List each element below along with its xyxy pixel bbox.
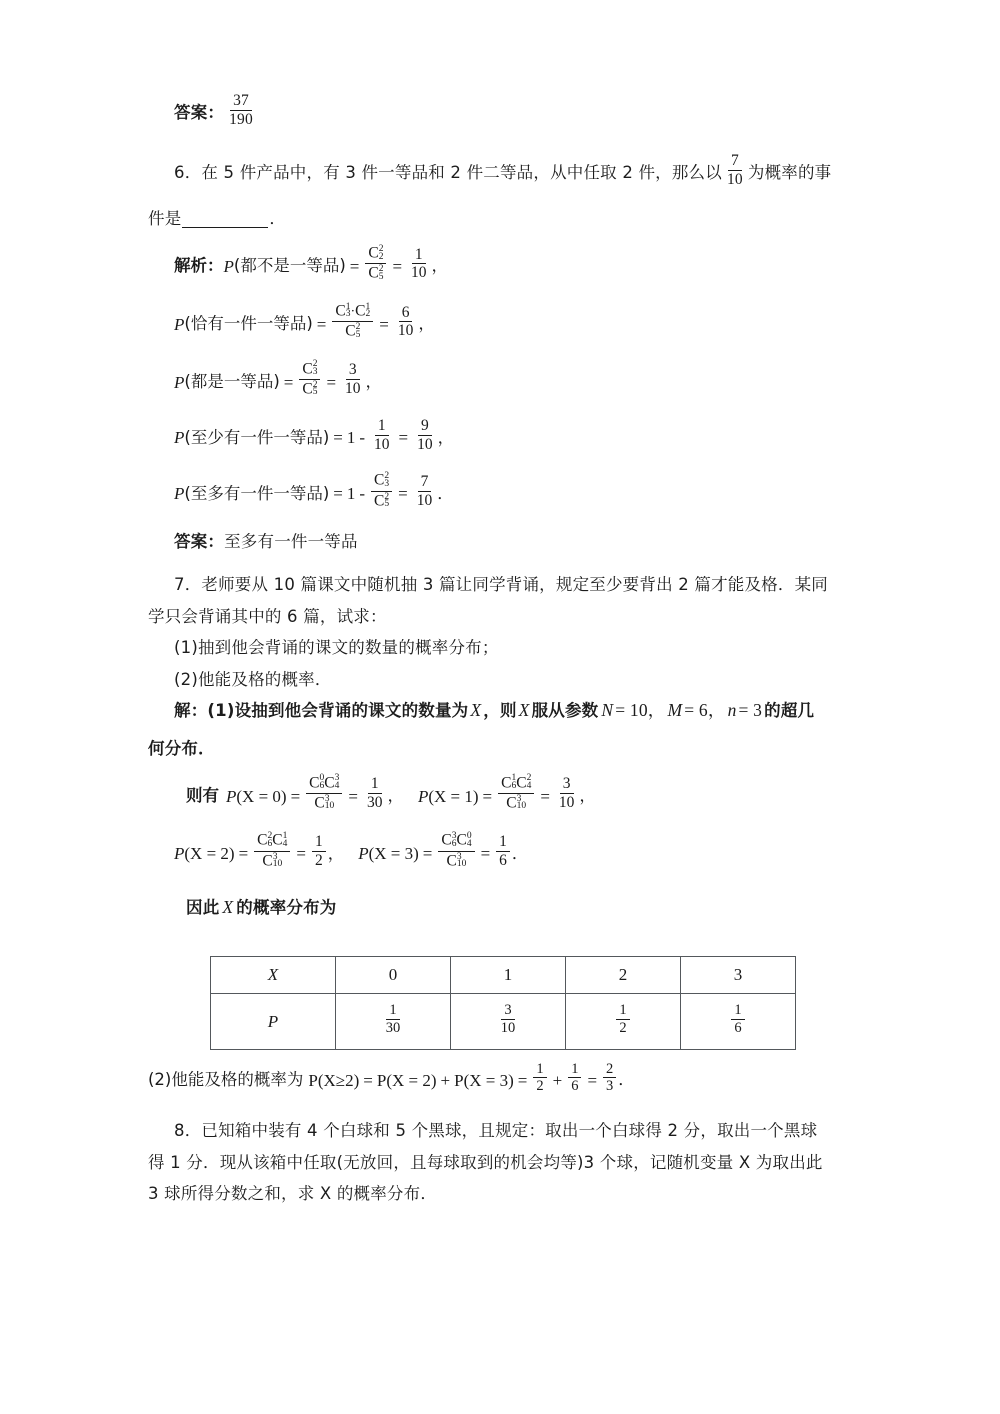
combination-symbol: C 2 5: [302, 379, 318, 398]
problem-8-number: 8．: [174, 1121, 202, 1141]
problem-7-sub2-solution: [148, 1060, 860, 1096]
fraction-denominator: 10: [397, 322, 414, 340]
step-3-result-fraction: [342, 362, 364, 396]
answer-blank-field[interactable]: [182, 210, 268, 228]
cell-value: 1: [503, 965, 513, 985]
fraction-numerator: [365, 245, 386, 264]
combination-symbol: C 2 5: [368, 264, 384, 282]
problem-7-solution-line1: [148, 702, 860, 720]
problem-6-probability-fraction: [724, 153, 746, 187]
problem-6-solution-step-5: P (至多有一件一等品) = 1 - C 2 3 C 2 5 = $\frac{7}{10}$ ．: [174, 471, 454, 510]
step-5-result-fraction: [414, 474, 436, 508]
probability-fraction: [383, 1003, 404, 1035]
step-4-var: P: [174, 428, 185, 448]
table-cell-x-2: [566, 957, 681, 994]
table-cell-p-2: [566, 994, 681, 1050]
table-cell-p-1: [451, 994, 566, 1050]
step-4-result-fraction: [414, 418, 436, 452]
step-5-event: (至多有一件一等品): [184, 483, 330, 503]
fraction-denominator: [503, 794, 529, 812]
then-label: 则有: [186, 785, 219, 805]
fraction-numerator: 1: [496, 834, 510, 852]
fraction-numerator: 1: [616, 1003, 629, 1020]
cell-value: 3: [733, 965, 743, 985]
sub2-expr-1: P(X≥2): [308, 1070, 360, 1090]
formula-3-result: [312, 834, 326, 868]
table-cell-p-0: [336, 994, 451, 1050]
step-3-event: (都是一等品): [184, 371, 280, 391]
fraction-numerator: 9: [418, 418, 432, 436]
cell-value: 2: [618, 965, 628, 985]
fraction-denominator: 30: [385, 1019, 401, 1036]
step-3-var: P: [174, 372, 185, 392]
probability-fraction: [731, 1003, 744, 1035]
problem-8-statement-line2: [148, 1154, 860, 1172]
table-row: [211, 994, 796, 1050]
formula-1-var: P: [226, 786, 237, 806]
formula-1-result: [364, 776, 386, 810]
combination-symbol: C 3 10: [314, 793, 335, 812]
fraction-denominator: 3: [606, 1078, 614, 1095]
fraction-denominator: [371, 492, 392, 510]
table-cell-p-3: [681, 994, 796, 1050]
fraction-denominator: 6: [734, 1019, 742, 1036]
problem-6-solution-step-4: P (至少有一件一等品) = 1 - $\frac{1}{10}$ = $\frac{9}{10}$ ，: [174, 417, 455, 453]
row-header-label: P: [267, 1011, 279, 1031]
problem-7-distribution-row-2: P (X = 2) = C 2 6 C 1 4 C 3 10 = $\frac{1}{2}$ ， P (X = 3) = C 3 6 C 0 4 C 3 10 = $\frac{1}{6}$ ．: [174, 831, 529, 870]
step-4-subtrahend-fraction: [371, 418, 393, 452]
table-intro-variable: X: [222, 896, 234, 917]
answer-block-5: [148, 92, 860, 130]
fraction-numerator: [306, 775, 342, 794]
fraction-numerator: 3: [346, 362, 360, 380]
combination-symbol: C 3 6: [441, 831, 457, 849]
step-2-trailing: ，: [418, 314, 435, 333]
sub2-fraction-1: [533, 1062, 546, 1094]
combination-symbol: C 3 10: [506, 793, 527, 812]
answer-fraction-5: [226, 93, 256, 127]
step-2-result-fraction: [395, 305, 417, 339]
problem-6-solution-step-3: P (都是一等品) = C 2 3 C 2 5 = $\frac{3}{10}$ ，: [174, 359, 383, 398]
fraction-denominator: 10: [411, 264, 427, 282]
fraction-numerator: 3: [501, 1003, 514, 1020]
formula-4-trailing: ．: [511, 843, 529, 863]
problem-6-statement-line1: [148, 152, 860, 190]
fraction-denominator: [365, 264, 386, 282]
formula-2-arg: (X = 1): [428, 786, 479, 806]
fraction-denominator: [311, 794, 337, 812]
solution-line1c: 服从参数: [531, 701, 599, 721]
formula-4-comb-fraction: [438, 832, 474, 870]
fraction-numerator: 1: [412, 247, 426, 265]
step-3-trailing: ，: [365, 371, 383, 391]
fraction-denominator: 10: [558, 793, 575, 811]
answer-value-6: 至多有一件一等品: [224, 531, 358, 551]
sub2-trailing: ．: [618, 1069, 635, 1089]
step-5-minuend: 1: [346, 484, 356, 504]
step-4-trailing: ，: [437, 427, 455, 447]
fraction-numerator: 2: [603, 1062, 616, 1079]
problem-6-number: 6．: [174, 162, 202, 182]
formula-3-arg: (X = 2): [184, 844, 235, 864]
fraction-denominator: [259, 852, 285, 870]
problem-7-sub2-text: (2)他能及格的概率．: [174, 669, 332, 689]
fraction-numerator: 1: [375, 418, 389, 436]
solution-line1-text: (1)设抽到他会背诵的课文的数量为: [207, 701, 469, 721]
sub2-plus: +: [440, 1070, 451, 1090]
formula-4-var: P: [358, 844, 369, 864]
problem-7-sub-question-2: [148, 671, 860, 689]
step-1-trailing: ，: [431, 256, 449, 276]
param-n-name: n: [727, 700, 737, 721]
combination-symbol: C 2 3: [374, 471, 390, 489]
fraction-numerator: 1: [312, 834, 326, 852]
step-1-var: P: [223, 257, 234, 276]
fraction-numerator: [371, 472, 392, 491]
table-header-p: [211, 994, 336, 1050]
sub2-expr-2: P(X = 2): [376, 1070, 437, 1090]
problem-7-table-intro: [148, 896, 860, 917]
problem-7-statement-line1: [148, 576, 860, 594]
formula-1-arg: (X = 0): [236, 786, 287, 806]
solution-label-7: 解：: [174, 701, 208, 721]
step-2-event: (恰有一件一等品): [184, 314, 313, 333]
problem-6-answer: [148, 533, 860, 551]
sub2-eq-2: =: [517, 1070, 528, 1090]
step-4-minuend: 1: [346, 428, 356, 448]
fraction-denominator: 30: [366, 793, 383, 811]
sub2-eq-1: =: [363, 1070, 373, 1090]
sub2-fraction-2: [568, 1062, 581, 1094]
step-1-result-fraction: [408, 247, 430, 281]
problem-7-distribution-row-1: 则有 P (X = 0) = C 0 6 C 3 4 C 3 10 = $\frac{1}{30}$ ， P (X = 1) = C 1 6 C 2 4 C 3 10 = $\frac{3}{10}$ ，: [186, 773, 596, 812]
problem-8-line3: 3 球所得分数之和，求 X 的概率分布．: [148, 1184, 438, 1204]
fraction-denominator: 10: [500, 1019, 516, 1036]
problem-6-statement-line2: [148, 210, 860, 228]
probability-distribution-table: [210, 956, 796, 1050]
sub2-fraction-3: [603, 1062, 616, 1094]
formula-4-result: [496, 834, 510, 868]
combination-symbol: C 2 4: [516, 773, 532, 792]
combination-symbol: C 2 2: [368, 243, 384, 262]
combination-symbol: C 1 3: [335, 301, 351, 320]
fraction-denominator: [444, 852, 470, 870]
fraction-denominator: [299, 380, 320, 398]
fraction-numerator: [438, 832, 474, 851]
fraction-numerator: [254, 832, 290, 851]
solution-label: 解析：: [174, 256, 224, 276]
fraction-denominator: 6: [499, 851, 507, 869]
problem-8-statement-line1: [148, 1122, 860, 1140]
problem-8-line1: 已知箱中装有 4 个白球和 5 个黑球，且规定：取出一个白球得 2 分，取出一个黑球: [201, 1121, 818, 1141]
step-4-event: (至少有一件一等品): [184, 427, 330, 447]
fraction-denominator: 6: [571, 1078, 579, 1095]
formula-2-comb-fraction: [498, 775, 534, 813]
distribution-table-wrapper: [148, 956, 860, 1050]
fraction-numerator: [332, 303, 373, 322]
fraction-numerator: 1: [368, 776, 382, 794]
combination-symbol: C 3 10: [446, 851, 467, 870]
fraction-numerator: 37: [230, 93, 252, 111]
fraction-numerator: 7: [418, 474, 432, 492]
problem-8-statement-line3: [148, 1185, 860, 1203]
step-5-var: P: [174, 484, 185, 504]
param-N-name: N: [601, 700, 614, 721]
fraction-denominator: 2: [314, 851, 323, 869]
problem-7-solution-line2: [148, 740, 860, 758]
table-cell-x-1: [451, 957, 566, 994]
param-M-value: = 6，: [684, 700, 726, 721]
step-5-comb-fraction: [371, 472, 392, 510]
step-5-trailing: ．: [437, 483, 454, 503]
fraction-denominator: 2: [619, 1019, 627, 1036]
formula-2-var: P: [417, 786, 429, 806]
param-M-name: M: [667, 700, 683, 721]
step-5-operator: -: [359, 484, 366, 504]
problem-8-line2: 得 1 分．现从该箱中任取(无放回，且每球取到的机会均等)3 个球，记随机变量 X 为取出此: [148, 1152, 823, 1172]
param-n-value: = 3: [738, 700, 763, 721]
step-2-var: P: [174, 314, 185, 334]
combination-symbol: C 2 5: [345, 322, 361, 340]
formula-2-trailing: ，: [579, 785, 596, 805]
fraction-numerator: 3: [560, 776, 574, 794]
solution-variable-x2: X: [518, 700, 530, 721]
problem-7-line1: 老师要从 10 篇课文中随机抽 3 篇让同学背诵，规定至少要背出 2 篇才能及格．某同: [201, 575, 828, 595]
problem-6-solution-step-1: 解析： P (都不是一等品) = C 2 2 C 2 5 = $\frac{1}{10}$ ，: [174, 243, 449, 282]
step-1-event: (都不是一等品): [233, 256, 346, 276]
problem-7-number: 7．: [174, 575, 202, 595]
fraction-numerator: 1: [568, 1062, 581, 1079]
problem-6-text-part2: 为概率的事: [747, 162, 832, 182]
fraction-denominator: [342, 322, 363, 340]
table-header-x: [211, 957, 336, 994]
fraction-numerator: 1: [731, 1003, 744, 1020]
combination-symbol: C 1 4: [272, 831, 288, 849]
sub2-solution-prefix: (2)他能及格的概率为: [148, 1069, 304, 1089]
fraction-numerator: 1: [533, 1062, 546, 1079]
combination-symbol: C 2 3: [302, 359, 318, 378]
problem-7-statement-line2: [148, 608, 860, 626]
probability-fraction: [616, 1003, 629, 1035]
problem-6-line2-suffix: ．: [269, 209, 287, 229]
row-header-label: X: [267, 965, 279, 985]
solution-line1b: ，则: [483, 701, 517, 721]
formula-3-var: P: [174, 844, 185, 864]
answer-label-5: 答案：: [174, 102, 225, 122]
answer-label-6: 答案：: [174, 531, 225, 551]
sub2-operator: +: [552, 1070, 563, 1090]
solution-variable-x1: X: [470, 700, 482, 721]
problem-6-line2-prefix: 件是: [148, 209, 182, 229]
step-4-operator: -: [359, 428, 366, 448]
fraction-numerator: 7: [728, 153, 742, 171]
formula-1-trailing: ，: [387, 785, 404, 805]
combination-symbol: C 0 6: [309, 773, 325, 792]
cell-value: 0: [388, 965, 398, 985]
fraction-denominator: 10: [726, 170, 743, 188]
problem-6-text-part1: 在 5 件产品中，有 3 件一等品和 2 件二等品，从中任取 2 件，那么以: [201, 162, 722, 182]
formula-3-comb-fraction: [254, 832, 290, 870]
param-N-value: = 10，: [615, 700, 666, 721]
table-row: [211, 957, 796, 994]
problem-7-sub1-text: (1)抽到他会背诵的课文的数量的概率分布；: [174, 638, 499, 658]
fraction-numerator: 1: [386, 1003, 399, 1020]
fraction-numerator: [498, 775, 534, 794]
combination-symbol: C 1 6: [501, 773, 517, 792]
step-3-comb-fraction: [299, 361, 320, 399]
fraction-denominator: 10: [416, 491, 433, 509]
formula-3-trailing: ，: [327, 843, 345, 863]
sub2-eq-3: =: [587, 1070, 598, 1090]
combination-symbol: C 3 10: [262, 851, 283, 870]
fraction-denominator: 10: [345, 379, 361, 397]
table-intro-prefix: 因此: [186, 897, 220, 917]
fraction-numerator: 6: [399, 305, 413, 323]
step-1-comb-fraction: [365, 245, 386, 283]
combination-symbol: C 1 2: [355, 301, 371, 320]
fraction-denominator: 10: [417, 435, 433, 453]
problem-7-sub-question-1: [148, 639, 860, 657]
problem-7-line2: 学只会背诵其中的 6 篇，试求：: [148, 606, 387, 626]
sub2-expr-3: P(X = 3): [454, 1070, 514, 1090]
solution-line2-text: 何分布．: [148, 738, 215, 758]
table-intro-suffix: 的概率分布为: [236, 897, 337, 917]
combination-symbol: C 2 6: [257, 831, 273, 849]
table-cell-x-0: [336, 957, 451, 994]
probability-fraction: [498, 1003, 519, 1035]
formula-1-comb-fraction: [306, 775, 342, 813]
formula-4-arg: (X = 3): [368, 844, 419, 864]
multiply-dot: ·: [350, 304, 356, 320]
fraction-denominator: 10: [374, 435, 390, 453]
table-cell-x-3: [681, 957, 796, 994]
page-content: [148, 92, 860, 1204]
combination-symbol: C 3 4: [324, 773, 340, 792]
formula-2-result: [556, 776, 578, 810]
problem-6-solution-step-2: P (恰有一件一等品) = C 1 3 ·C 1 2 C 2 5 = $\frac{6}{10}$ ，: [174, 301, 435, 340]
step-2-comb-fraction: [332, 303, 373, 341]
fraction-denominator: 190: [229, 110, 253, 128]
combination-symbol: C 0 4: [456, 831, 472, 849]
solution-line1d: 的超几: [764, 701, 815, 721]
fraction-numerator: [299, 361, 320, 380]
combination-symbol: C 2 5: [374, 491, 390, 510]
fraction-denominator: 2: [536, 1078, 544, 1095]
